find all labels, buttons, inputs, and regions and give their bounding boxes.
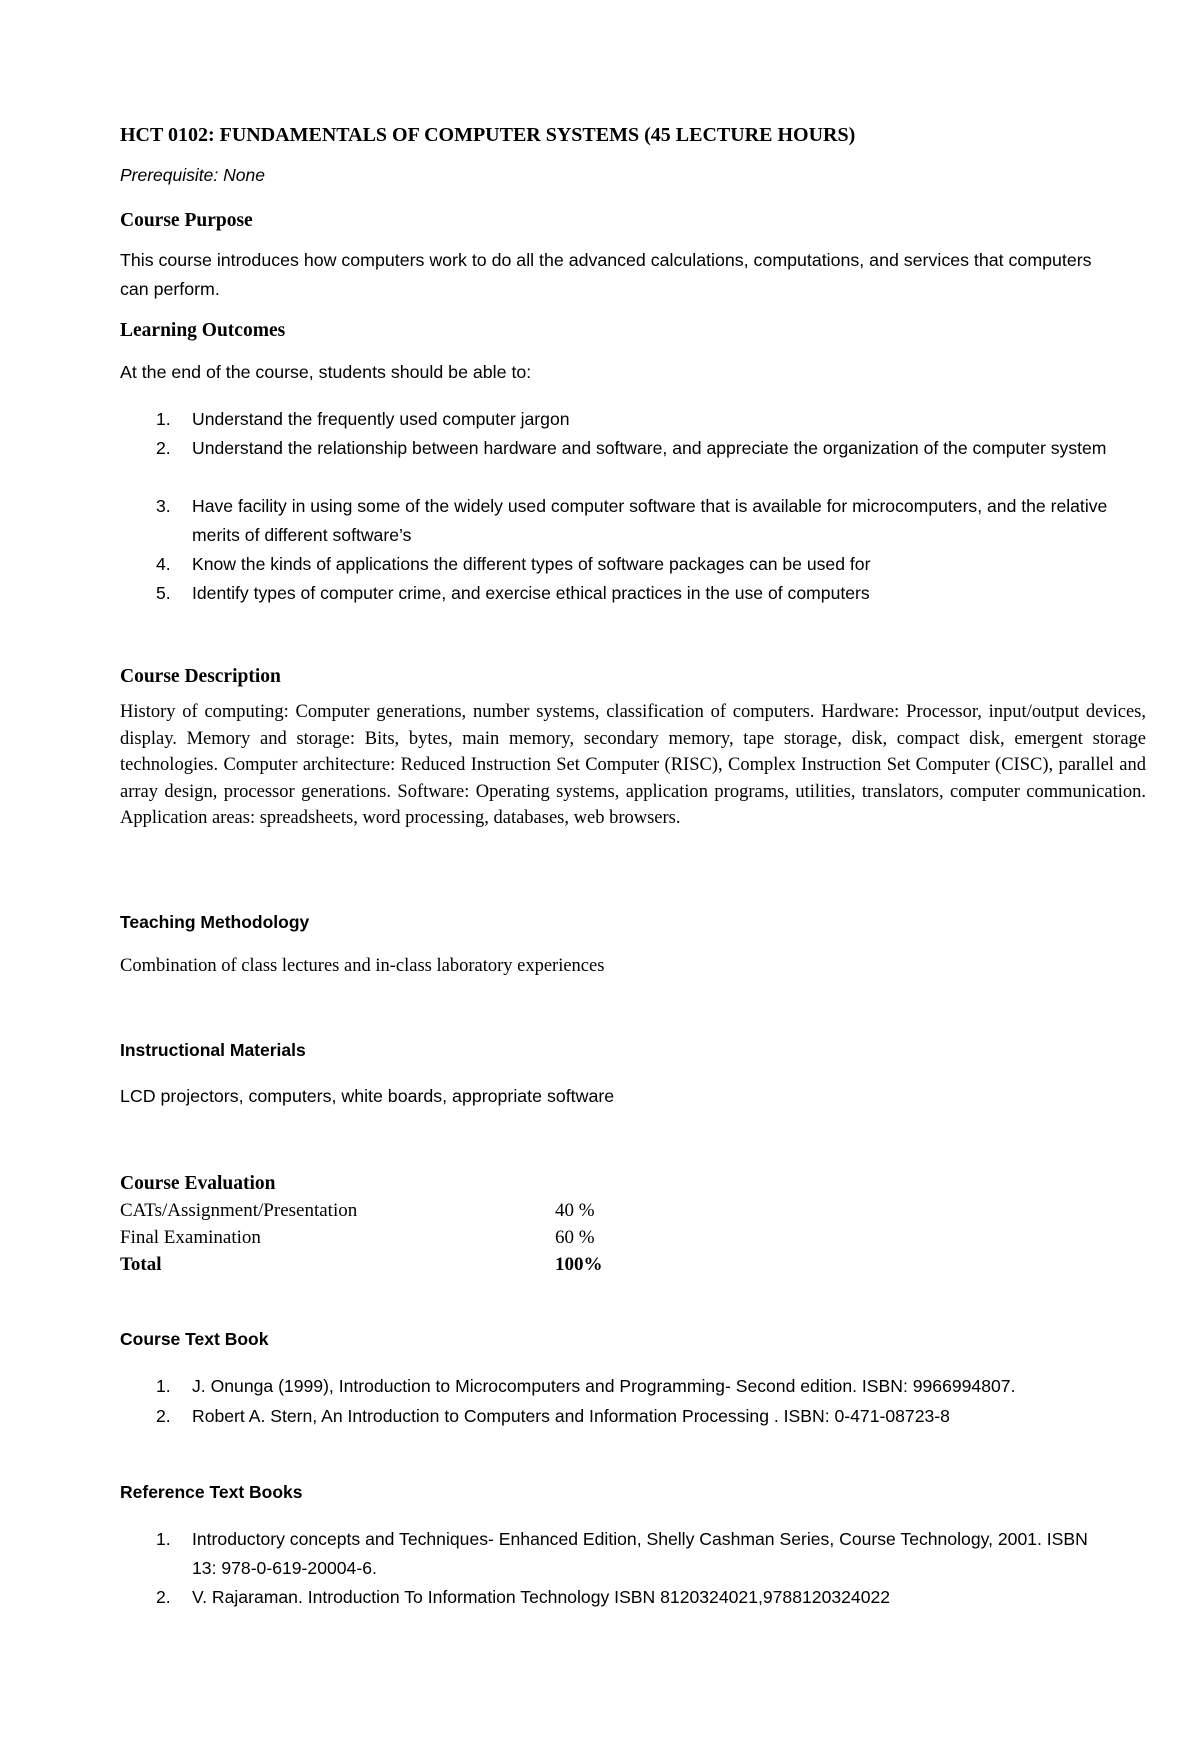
list-number: 4. — [156, 554, 171, 574]
list-text: V. Rajaraman. Introduction To Information Technology ISBN 8120324021,9788120324022 — [192, 1587, 891, 1607]
course-description-text: History of computing: Computer generations, number systems, classification of computers. Hardware: Processor, input/output devices, display. Memory and storage: Bits, bytes, main memory, secondary memory, tape storage, disk, compact disk, emergent storage technologies. Computer architecture: Reduced Instruction Set Computer (RISC), Complex Instruction Set Computer (CISC), parallel and array design, processor generations. Software: Operating systems, application programs, utilities, translators, computer communication. Application areas: spreadsheets, word processing, databases, web browsers. — [120, 702, 1146, 829]
instructional-materials-text: LCD projectors, computers, white boards, appropriate software — [120, 1086, 615, 1106]
list-number: 5. — [156, 583, 171, 603]
list-text: Understand the relationship between hardware and software, and appreciate the organization of the computer system — [192, 438, 1107, 458]
course-text-book-heading: Course Text Book — [120, 1329, 269, 1349]
learning-outcomes-heading: Learning Outcomes — [120, 320, 286, 341]
course-description-heading: Course Description — [120, 666, 281, 687]
prerequisite: Prerequisite: None — [120, 165, 265, 185]
evaluation-value: 60 % — [555, 1227, 595, 1248]
list-number: 2. — [156, 438, 171, 458]
learning-outcomes-intro: At the end of the course, students should be able to: — [120, 362, 532, 382]
teaching-methodology-heading: Teaching Methodology — [120, 912, 310, 932]
evaluation-label: CATs/Assignment/Presentation — [120, 1200, 358, 1221]
reference-text-books-heading: Reference Text Books — [120, 1482, 303, 1502]
list-text: Know the kinds of applications the different types of software packages can be used for — [192, 554, 871, 574]
course-purpose-text: This course introduces how computers work to do all the advanced calculations, computations, and services that computers can perform. — [120, 250, 1092, 299]
list-number: 1. — [156, 1376, 171, 1396]
teaching-methodology-text: Combination of class lectures and in-class laboratory experiences — [120, 956, 605, 976]
evaluation-value: 100% — [555, 1254, 603, 1275]
list-number: 3. — [156, 496, 171, 516]
evaluation-label: Final Examination — [120, 1227, 261, 1248]
list-number: 2. — [156, 1587, 171, 1607]
list-text: Have facility in using some of the widely used computer software that is available for microcomputers, and the relative merits of different software’s — [192, 496, 1108, 545]
list-text: Introductory concepts and Techniques- Enhanced Edition, Shelly Cashman Series, Course Technology, 2001. ISBN 13: 978-0-619-20004-6. — [192, 1529, 1088, 1578]
course-title: HCT 0102: FUNDAMENTALS OF COMPUTER SYSTEMS (45 LECTURE HOURS) — [120, 124, 856, 146]
list-text: J. Onunga (1999), Introduction to Microcomputers and Programming- Second edition. ISBN: 9966994807. — [192, 1376, 1016, 1396]
evaluation-label: Total — [120, 1254, 162, 1275]
list-number: 1. — [156, 1529, 171, 1549]
list-number: 1. — [156, 409, 171, 429]
list-text: Understand the frequently used computer jargon — [192, 409, 570, 429]
evaluation-value: 40 % — [555, 1200, 595, 1221]
list-text: Identify types of computer crime, and exercise ethical practices in the use of computers — [192, 583, 870, 603]
course-purpose-heading: Course Purpose — [120, 210, 253, 231]
list-text: Robert A. Stern, An Introduction to Computers and Information Processing . ISBN: 0-471-08723-8 — [192, 1406, 950, 1426]
list-number: 2. — [156, 1406, 171, 1426]
instructional-materials-heading: Instructional Materials — [120, 1040, 306, 1060]
course-evaluation-heading: Course Evaluation — [120, 1173, 276, 1194]
